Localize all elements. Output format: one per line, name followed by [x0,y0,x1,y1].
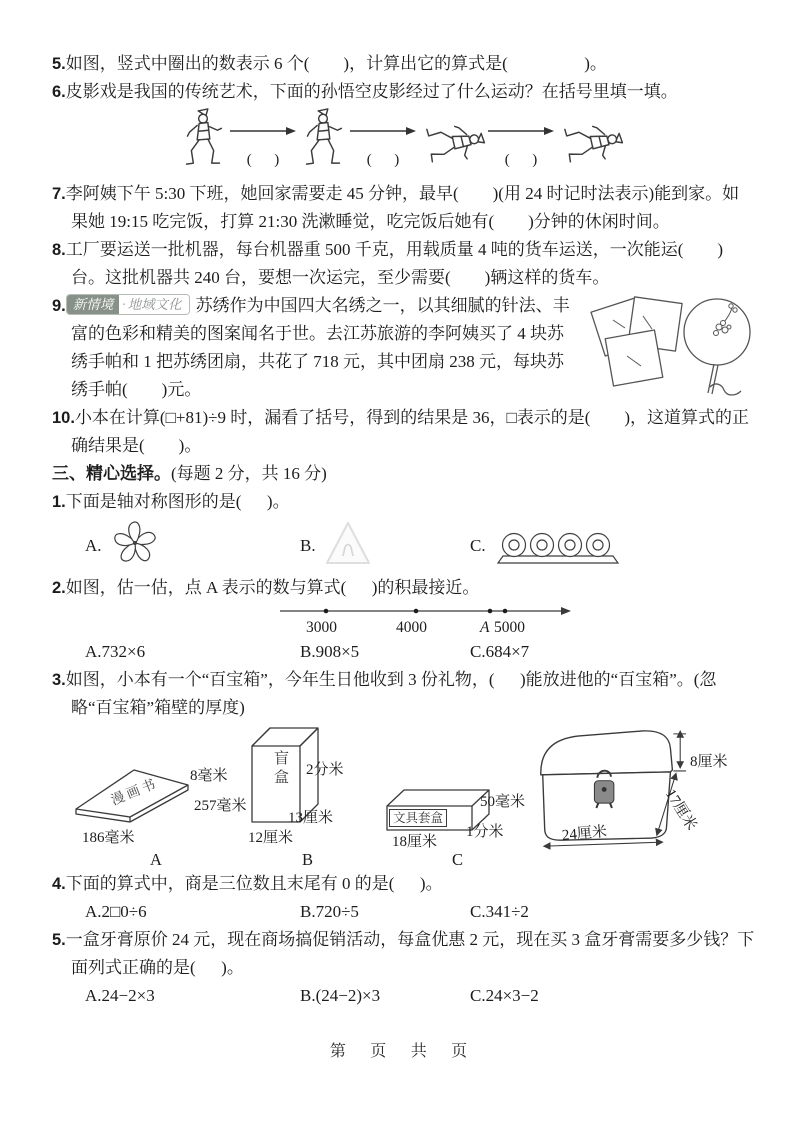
chest-depth-label: 17厘米 [661,786,700,834]
section-3-heading [52,460,755,488]
comic-book-title: 漫画书 [108,775,161,808]
badge-right-label: 地域文化 [126,295,189,314]
chest-width-label: 24厘米 [561,824,608,844]
choice-question-4 [52,870,755,898]
question-text: 下面是轴对称图形的是( )。 [65,492,290,511]
puppet-upright-icon [300,108,346,168]
question-text: 李阿姨下午 5:30 下班，她回家需要走 45 分钟，最早( )(用 24 时记时法表示)能到家。如果她 19:15 吃完饭，打算 21:30 洗漱睡觉，吃完饭后她有( )分钟的休闲时间。 [65,184,740,231]
stationery-width-label: 18厘米 [392,834,438,850]
option-c-label: C. [470,536,486,555]
gift-boxes-figure [52,722,755,870]
option-c: C.24×3−2 [470,986,539,1005]
option-b: B.908×5 [300,642,360,661]
chest-lid-height-label: 8厘米 [690,754,728,770]
question-text: 如图，估一估，点 A 表示的数与算式( )的积最接近。 [65,578,480,597]
option-a: A.732×6 [85,642,146,661]
blind-box-width-label: 12厘米 [248,830,294,846]
arrow-right-icon [229,126,297,136]
transition-1 [226,126,300,174]
puppet-upright-icon [180,108,226,168]
stationery-depth-label: 1分米 [466,824,504,840]
figure-c-label: C [452,850,464,869]
question-8 [52,236,755,292]
choice-question-3 [52,666,755,722]
treasure-chest-figure [532,722,688,854]
option-b-label: B. [300,536,316,555]
question-number: 5. [52,55,66,73]
option-c: C.341÷2 [470,902,529,921]
question-number: 10. [52,409,75,427]
figure-a-label: A [150,850,162,869]
option-c: C.684×7 [470,642,530,661]
stationery-height-label: 50毫米 [480,794,526,810]
question-text: 下面的算式中，商是三位数且末尾有 0 的是( )。 [65,874,443,893]
choice-question-2 [52,574,755,602]
answer-blank: ( ) [366,152,400,168]
question-text: 如图，小本有一个“百宝箱”，今年生日他收到 3 份礼物，( )能放进他的“百宝箱”。(忽略“百宝箱”箱壁的厚度) [65,670,717,717]
symmetry-options-figure [52,516,755,574]
question-number: 6. [52,83,66,101]
question-10 [52,404,755,460]
transition-3 [484,126,558,174]
tick-label-3000: 3000 [306,619,337,636]
section-score-note: (每题 2 分，共 16 分) [171,464,327,483]
option-a: A.24−2×3 [85,986,155,1005]
blind-box-title: 盲盒 [272,750,288,788]
context-badge [66,294,190,315]
triangle-emblem-icon [324,520,372,566]
handkerchiefs-and-fan-illustration [583,294,755,398]
number-line [278,602,588,638]
comic-thickness-label: 8毫米 [190,768,228,784]
page-footer: 第 页 共 页 [329,1043,478,1060]
comic-width-label: 186毫米 [82,830,135,846]
puppet-rotated-icon [420,118,484,170]
arrow-right-icon [487,126,555,136]
pinwheel-flower-icon [108,516,162,570]
question-number: 5. [52,931,66,949]
tick-label-5000: 5000 [494,619,525,636]
choice-2-options [52,638,755,666]
option-b: B.720÷5 [300,902,359,921]
option-a: A.2□0÷6 [85,902,147,921]
option-a-label: A. [85,536,102,555]
puppet-sequence-figure [180,106,755,180]
badge-separator: · [122,297,126,312]
transition-2 [346,126,420,174]
blind-box-depth-label: 13厘米 [288,810,334,826]
question-number: 9. [52,297,66,315]
choice-question-1 [52,488,755,516]
question-number: 2. [52,579,66,597]
question-text: 一盒牙膏原价 24 元，现在商场搞促销活动，每盒优惠 2 元，现在买 3 盒牙膏需要多少钱？下面列式正确的是( )。 [65,930,755,977]
arrow-right-icon [349,126,417,136]
question-9 [52,292,755,404]
answer-blank: ( ) [504,152,538,168]
question-5 [52,50,755,78]
question-text: 工厂要运送一批机器，每台机器重 500 千克，用载质量 4 吨的货车运送，一次能运( )台。这批机器共 240 台，要想一次运完，至少需要( )辆这样的货车。 [65,240,724,287]
choice-5-options [52,982,755,1010]
comic-depth-label: 257毫米 [194,798,247,814]
question-text: 小本在计算(□+81)÷9 时，漏看了括号，得到的结果是 36，□表示的是( )，这道算式的正确结果是( )。 [71,408,750,455]
question-number: 7. [52,185,66,203]
choice-4-options [52,898,755,926]
question-number: 8. [52,241,66,259]
question-7 [52,180,755,236]
wave-pattern-icon [494,526,622,566]
question-number: 3. [52,671,66,689]
question-text: 如图，竖式中圈出的数表示 6 个( )，计算出它的算式是( )。 [65,54,607,73]
blind-box-height-label: 2分米 [306,762,344,778]
puppet-rotated-icon [558,118,622,170]
stationery-box-title: 文具套盒 [389,809,447,827]
tick-label-4000: 4000 [396,619,427,636]
question-number: 1. [52,493,66,511]
figure-b-label: B [302,850,314,869]
option-b: B.(24−2)×3 [300,986,381,1005]
question-text: 皮影戏是我国的传统艺术，下面的孙悟空皮影经过了什么运动？在括号里填一填。 [65,82,678,101]
section-title: 三、精心选择。 [52,464,171,483]
badge-left-label: 新情境 [67,295,120,314]
question-6 [52,78,755,106]
answer-blank: ( ) [246,152,280,168]
question-text: 苏绣作为中国四大名绣之一，以其细腻的针法、丰富的色彩和精美的图案闻名于世。去江苏旅游的李阿姨买了 4 块苏绣手帕和 1 把苏绣团扇，共花了 718 元，其中团扇 238 元，每块苏绣手帕( )元。 [71,296,570,399]
choice-question-5 [52,926,755,982]
question-number: 4. [52,875,66,893]
point-a-label: A [480,619,490,636]
